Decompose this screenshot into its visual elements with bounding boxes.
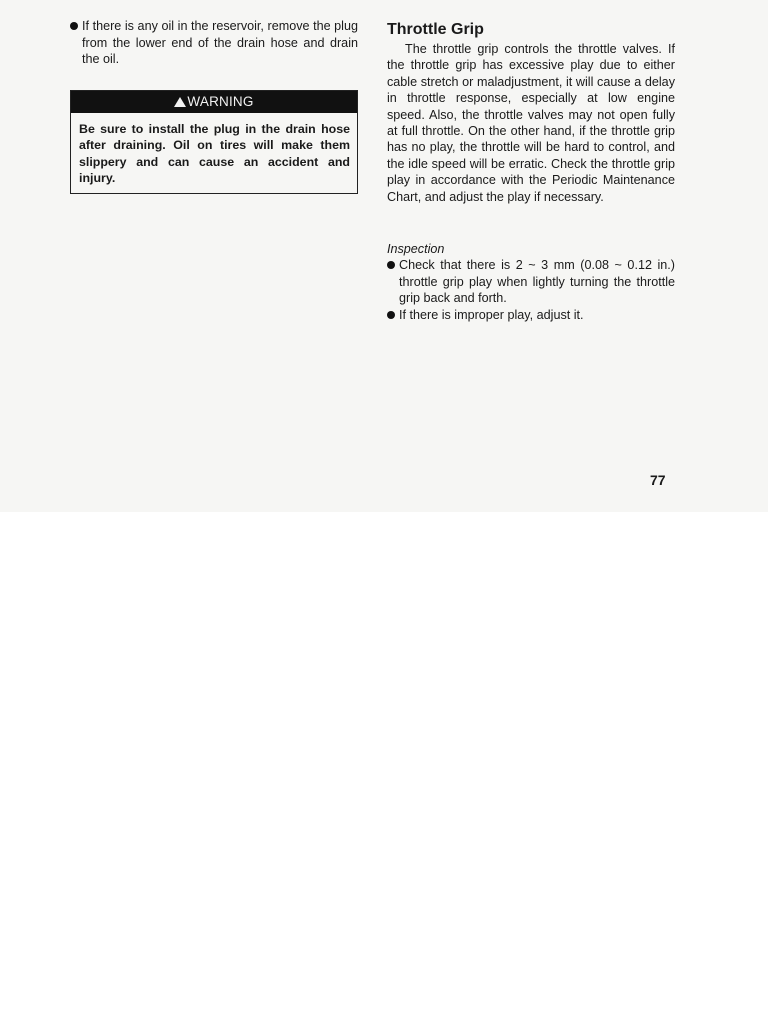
inspection-list	[387, 257, 675, 323]
list-item	[70, 18, 358, 68]
warning-triangle-icon	[174, 97, 186, 107]
inspection-step-text: Check that there is 2 ~ 3 mm (0.08 ~ 0.12 in.) throttle grip play when lightly turning the throttle grip back and forth.	[399, 258, 675, 306]
section-heading: Throttle Grip	[387, 21, 484, 38]
left-column	[70, 18, 358, 194]
warning-header	[71, 91, 357, 113]
bullet-dot-icon	[387, 261, 395, 269]
inspection-step-text: If there is improper play, adjust it.	[399, 307, 584, 322]
inspection-subheading: Inspection	[387, 242, 445, 257]
drain-oil-text: If there is any oil in the reservoir, remove the plug from the lower end of the drain hose and drain the oil.	[82, 19, 358, 66]
warning-box	[70, 90, 358, 194]
warning-title: WARNING	[187, 93, 254, 109]
bullet-dot-icon	[70, 22, 78, 30]
list-item	[387, 257, 675, 307]
warning-text: Be sure to install the plug in the drain hose after draining. Oil on tires will make them slippery and can cause an accident and injury.	[79, 121, 350, 185]
list-item	[387, 307, 675, 324]
right-column	[387, 20, 675, 323]
page-number: 77	[650, 472, 666, 488]
section-paragraph: The throttle grip controls the throttle valves. If the throttle grip has excessive play due to either cable stretch or maladjustment, it will cause a delay in throttle response, especially at low engine speed. Also, the throttle valves may not open fully at full throttle. On the other hand, if the throttle grip has no play, the throttle will be hard to control, and the idle speed will be erratic. Check the throttle grip play in accordance with the Periodic Maintenance Chart, and adjust the play if necessary.	[387, 42, 675, 204]
bullet-dot-icon	[387, 311, 395, 319]
